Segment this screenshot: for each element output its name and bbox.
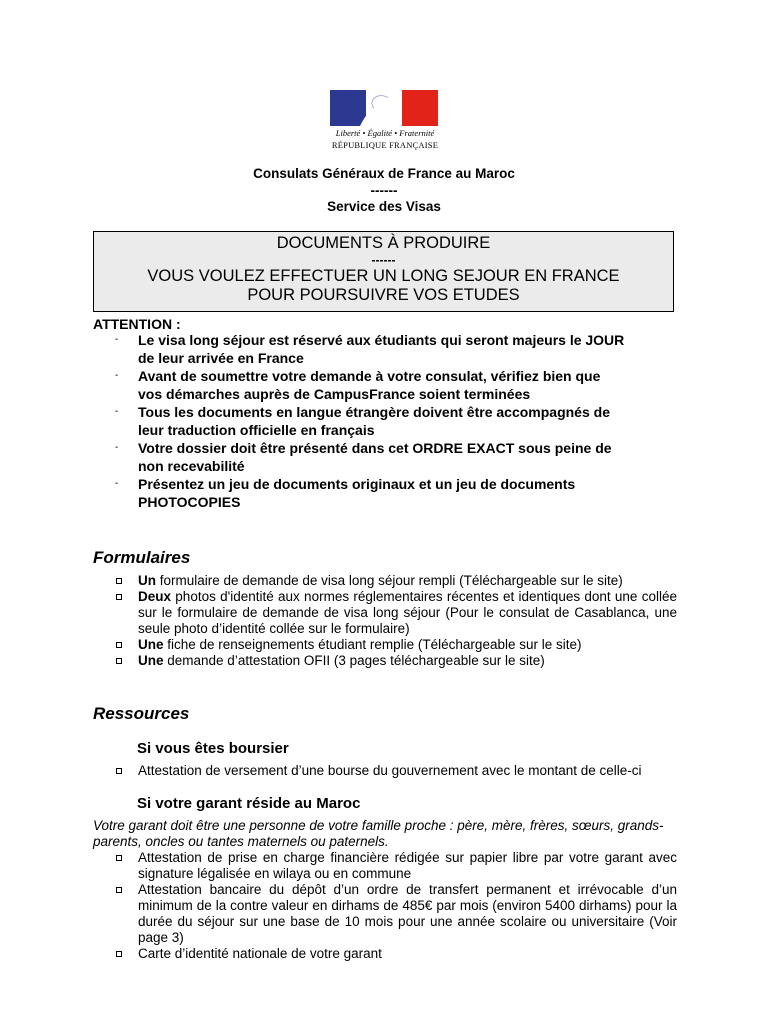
attention-label: ATTENTION :	[93, 316, 181, 332]
item-text: Carte d’identité nationale de votre garant	[138, 946, 382, 961]
attention-item-line: Tous les documents en langue étrangère doivent être accompagnés de	[138, 404, 610, 420]
item-text: Attestation de versement d’une bourse du gouvernement avec le montant de celle-ci	[138, 763, 642, 778]
list-item	[93, 763, 677, 779]
attention-item-line: de leur arrivée en France	[138, 350, 304, 366]
square-bullet-icon	[116, 658, 122, 664]
garant-intro: Votre garant doit être une personne de votre famille proche : père, mère, frères, sœurs, grands-parents, oncles ou tantes maternels ou paternels.	[93, 818, 664, 849]
list-item	[93, 573, 677, 589]
item-text: formulaire de demande de visa long séjour rempli (Téléchargeable sur le site)	[156, 573, 623, 588]
attention-item	[93, 331, 693, 367]
square-bullet-icon	[116, 855, 122, 861]
attention-item-line: Le visa long séjour est réservé aux étudiants qui seront majeurs le JOUR	[138, 332, 625, 348]
attention-item-line: leur traduction officielle en français	[138, 422, 375, 438]
box-line-1: VOUS VOULEZ EFFECTUER UN LONG SEJOUR EN FRANCE	[147, 267, 620, 285]
list-item	[93, 637, 677, 653]
item-text: fiche de renseignements étudiant remplie (Téléchargeable sur le site)	[163, 637, 582, 652]
republique-francaise-logo	[330, 90, 440, 156]
boursier-list	[93, 763, 677, 779]
garant-list	[93, 850, 677, 962]
ressources-title: Ressources	[93, 704, 190, 723]
box-title: DOCUMENTS À PRODUIRE	[276, 234, 491, 252]
marianne-flag-icon	[330, 90, 438, 126]
dash-bullet: -	[115, 478, 119, 489]
list-item	[93, 850, 677, 882]
formulaires-list	[93, 573, 677, 669]
attention-item-line: Avant de soumettre votre demande à votre consulat, vérifiez bien que	[138, 368, 601, 384]
attention-item-line: PHOTOCOPIES	[138, 494, 241, 510]
documents-title-box	[93, 231, 674, 312]
box-separator: ------	[371, 253, 396, 267]
square-bullet-icon	[116, 768, 122, 774]
item-quantity: Deux	[138, 589, 172, 604]
list-item	[93, 882, 677, 946]
dash-bullet: -	[115, 442, 119, 453]
attention-list	[93, 331, 693, 511]
square-bullet-icon	[116, 578, 122, 584]
logo-republic: RÉPUBLIQUE FRANÇAISE	[331, 140, 439, 150]
logo-motto: Liberté • Égalité • Fraternité	[335, 128, 435, 138]
attention-item	[93, 475, 693, 511]
attention-item	[93, 403, 693, 439]
attention-item	[93, 367, 693, 403]
item-text: Attestation bancaire du dépôt d’un ordre de transfert permanent et irrévocable d’un minimum de la contre valeur en dirhams de 485€ par mois (environ 5400 dirhams) pour la durée du séjour sur une base de 10 mois pour une année scolaire ou universitaire (Voir page 3)	[138, 882, 677, 945]
attention-item-line: Votre dossier doit être présenté dans cet ORDRE EXACT sous peine de	[138, 440, 612, 456]
box-line-2: POUR POURSUIVRE VOS ETUDES	[247, 286, 520, 304]
item-text: demande d’attestation OFII (3 pages téléchargeable sur le site)	[163, 653, 545, 668]
boursier-title: Si vous êtes boursier	[137, 740, 289, 757]
square-bullet-icon	[116, 887, 122, 893]
garant-title: Si votre garant réside au Maroc	[137, 795, 361, 812]
attention-item-line: vos démarches auprès de CampusFrance soient terminées	[138, 386, 531, 402]
attention-item-line: Présentez un jeu de documents originaux et un jeu de documents	[138, 476, 576, 492]
square-bullet-icon	[116, 951, 122, 957]
item-quantity: Une	[138, 653, 164, 668]
item-text: photos d'identité aux normes réglementaires récentes et identiques dont une collée sur le formulaire de demande de visa long séjour (Pour le consulat de Casablanca, une seule photo d’identité collée sur le formulaire)	[138, 589, 677, 636]
square-bullet-icon	[116, 642, 122, 648]
consulats-title: Consulats Généraux de France au Maroc	[253, 166, 515, 181]
service-title: Service des Visas	[327, 199, 441, 214]
square-bullet-icon	[116, 594, 122, 600]
list-item	[93, 589, 677, 637]
list-item	[93, 946, 677, 962]
header-separator: ------	[370, 183, 398, 198]
dash-bullet: -	[115, 370, 119, 381]
item-quantity: Une	[138, 637, 164, 652]
dash-bullet: -	[115, 334, 119, 345]
dash-bullet: -	[115, 406, 119, 417]
item-text: Attestation de prise en charge financière rédigée sur papier libre par votre garant avec signature légalisée en wilaya ou en commune	[138, 850, 677, 881]
formulaires-title: Formulaires	[93, 548, 191, 567]
list-item	[93, 653, 677, 669]
attention-item	[93, 439, 693, 475]
attention-item-line: non recevabilité	[138, 458, 245, 474]
item-quantity: Un	[138, 573, 156, 588]
